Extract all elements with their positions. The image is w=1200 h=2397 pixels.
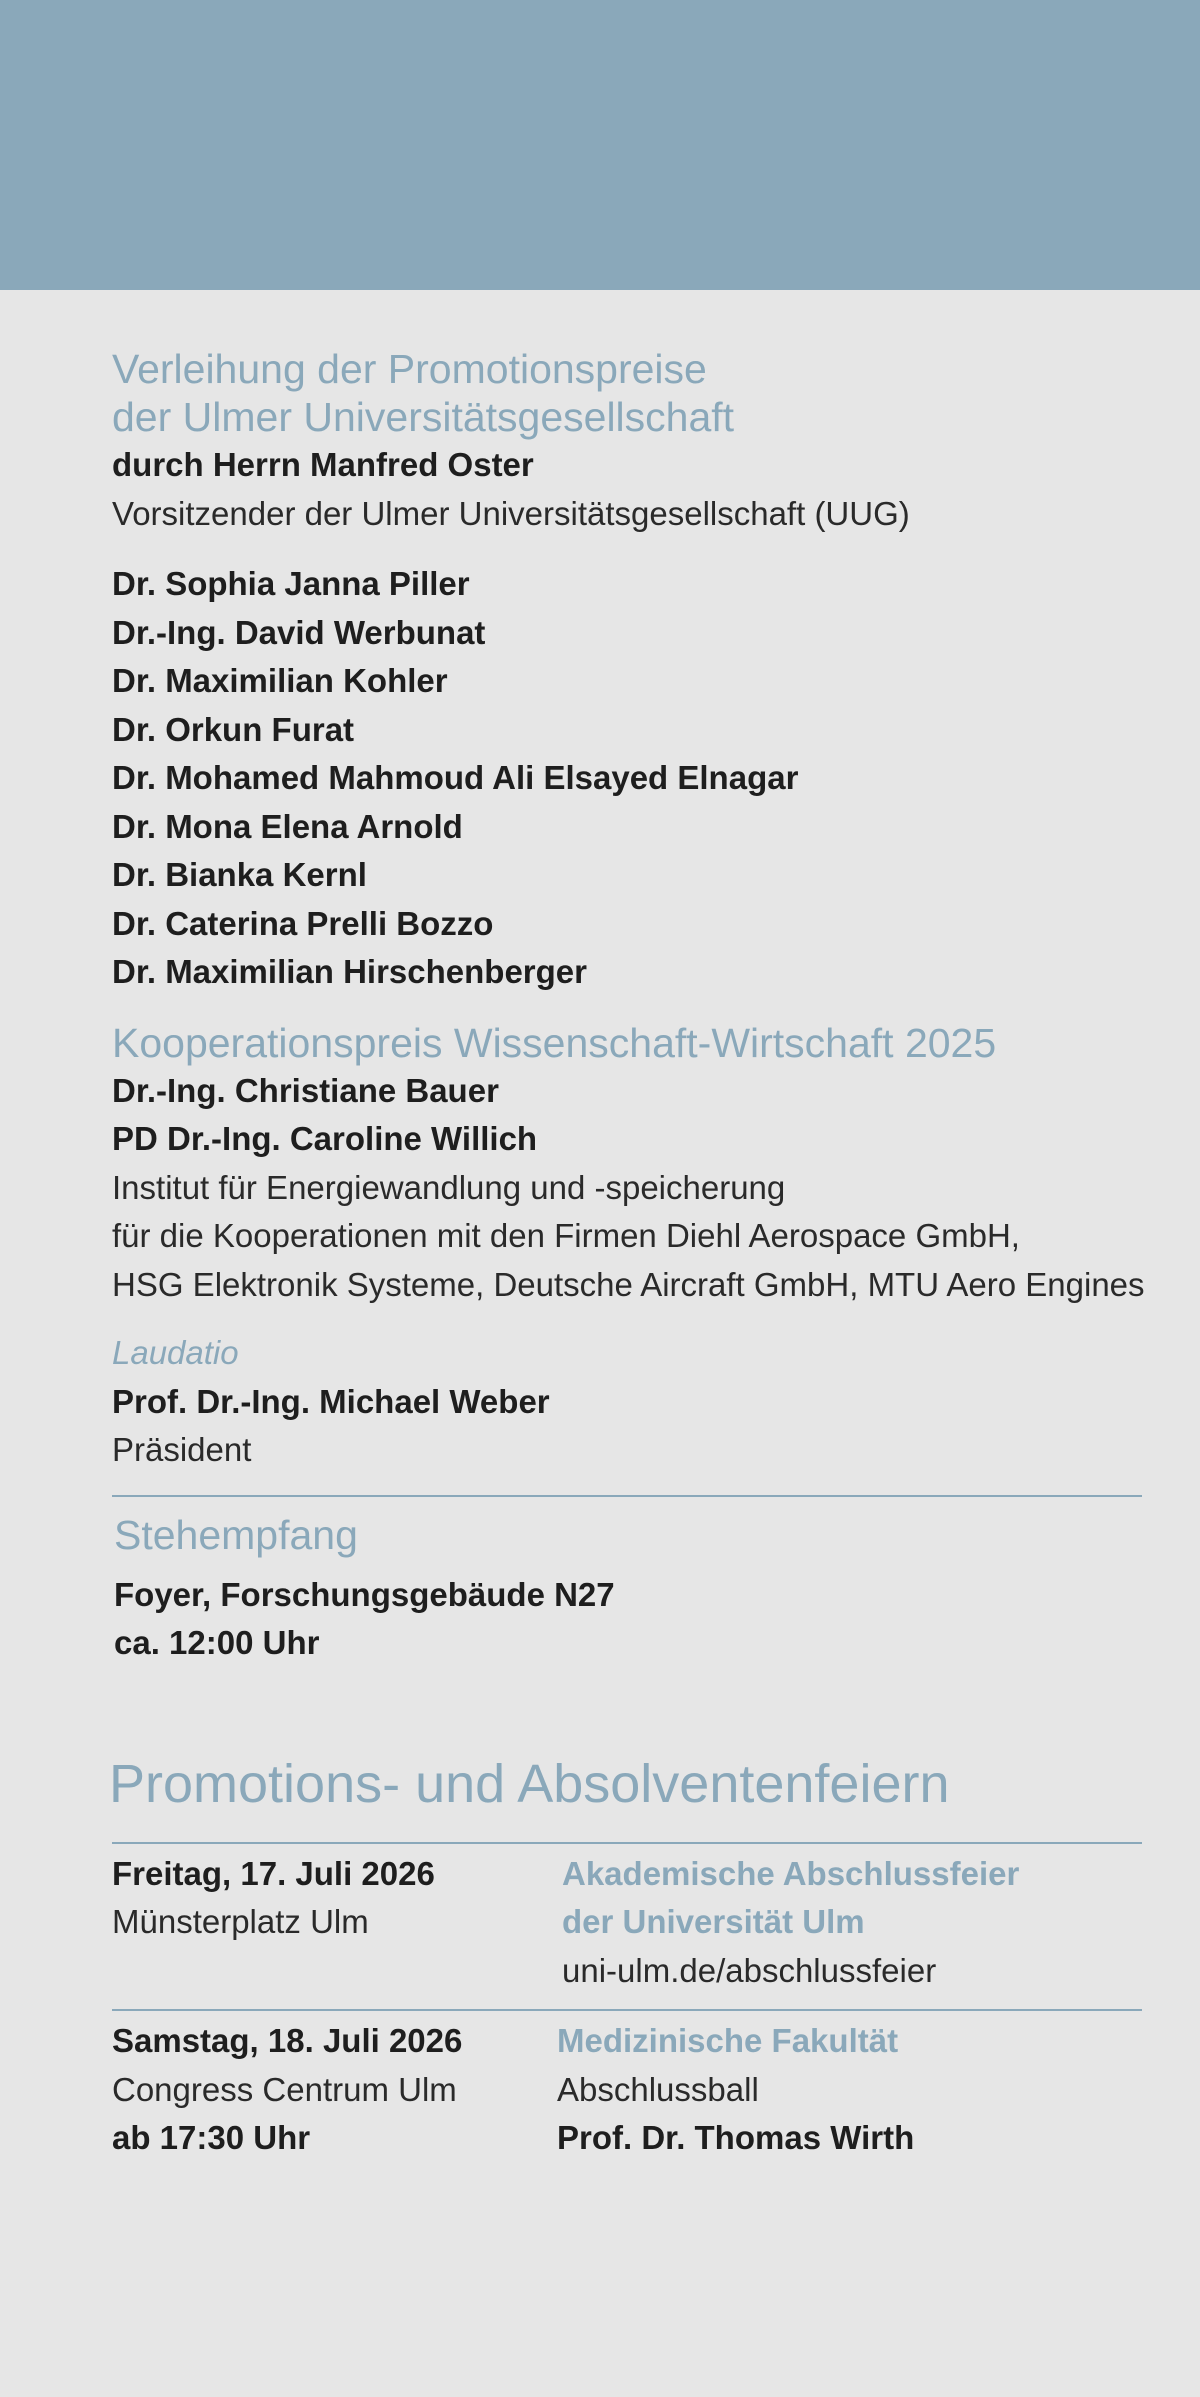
event-place: Münsterplatz Ulm [112, 1903, 369, 1940]
laudatio-speaker: Prof. Dr.-Ing. Michael Weber [112, 1382, 550, 1420]
cooperation-description: HSG Elektronik Systeme, Deutsche Aircraft GmbH, MTU Aero Engines [112, 1265, 1145, 1303]
promotion-section [112, 345, 1142, 997]
laudatio-section [112, 1329, 1142, 1475]
ceremonies-title: Promotions- und Absolventenfeiern [109, 1753, 950, 1814]
cooperation-title: Kooperationspreis Wissenschaft-Wirtschaft 2025 [112, 1019, 997, 1066]
program-content [109, 345, 1145, 2163]
laudatio-label: Laudatio [112, 1334, 239, 1371]
presenter-name: durch Herrn Manfred Oster [112, 446, 534, 483]
winner-name: Dr. Mohamed Mahmoud Ali Elsayed Elnagar [112, 759, 799, 796]
event-link[interactable]: uni-ulm.de/abschlussfeier [562, 1951, 937, 1989]
reception-location: Foyer, Forschungsgebäude N27 [114, 1575, 615, 1613]
winner-name: Dr. Mona Elena Arnold [112, 807, 463, 845]
cooperation-section [112, 1019, 1145, 1310]
laudatio-role: Präsident [112, 1431, 252, 1468]
presenter-role: Vorsitzender der Ulmer Universitätsgesellschaft (UUG) [112, 494, 910, 532]
event-row [112, 2017, 1142, 2163]
reception-time: ca. 12:00 Uhr [114, 1624, 320, 1661]
cooperation-description: für die Kooperationen mit den Firmen Diehl Aerospace GmbH, [112, 1217, 1020, 1254]
winner-name: Dr. Bianka Kernl [112, 856, 367, 893]
event-place: Congress Centrum Ulm [112, 2070, 457, 2108]
winner-name: Dr.-Ing. David Werbunat [112, 613, 486, 651]
winner-name: Dr. Maximilian Hirschenberger [112, 953, 588, 990]
ceremonies-section [109, 1752, 1142, 2163]
promotion-title-line2: der Ulmer Universitätsgesellschaft [112, 394, 735, 440]
event-title-line1: Akademische Abschlussfeier [562, 1854, 1020, 1892]
reception-section [112, 1511, 1142, 1668]
event-time: ab 17:30 Uhr [112, 2119, 311, 2156]
event-row [112, 1850, 1142, 1996]
event-subtitle: Abschlussball [557, 2070, 759, 2108]
event-date: Freitag, 17. Juli 2026 [112, 1854, 435, 1892]
event-title-line2: der Universität Ulm [562, 1903, 865, 1940]
header-band [0, 0, 1200, 290]
winner-name: Dr. Caterina Prelli Bozzo [112, 904, 494, 942]
event-speaker: Prof. Dr. Thomas Wirth [557, 2119, 915, 2156]
event-title-line1: Medizinische Fakultät [557, 2022, 899, 2059]
cooperation-winner: PD Dr.-Ing. Caroline Willich [112, 1120, 538, 1157]
winners-list [112, 560, 1142, 997]
event-date: Samstag, 18. Juli 2026 [112, 2022, 463, 2059]
cooperation-winner: Dr.-Ing. Christiane Bauer [112, 1071, 499, 1109]
winner-name: Dr. Sophia Janna Piller [112, 565, 470, 602]
cooperation-description: Institut für Energiewandlung und -speicherung [112, 1168, 786, 1206]
promotion-title-line1: Verleihung der Promotionspreise [112, 346, 707, 392]
winner-name: Dr. Orkun Furat [112, 710, 355, 748]
reception-title: Stehempfang [114, 1511, 358, 1558]
winner-name: Dr. Maximilian Kohler [112, 662, 448, 699]
